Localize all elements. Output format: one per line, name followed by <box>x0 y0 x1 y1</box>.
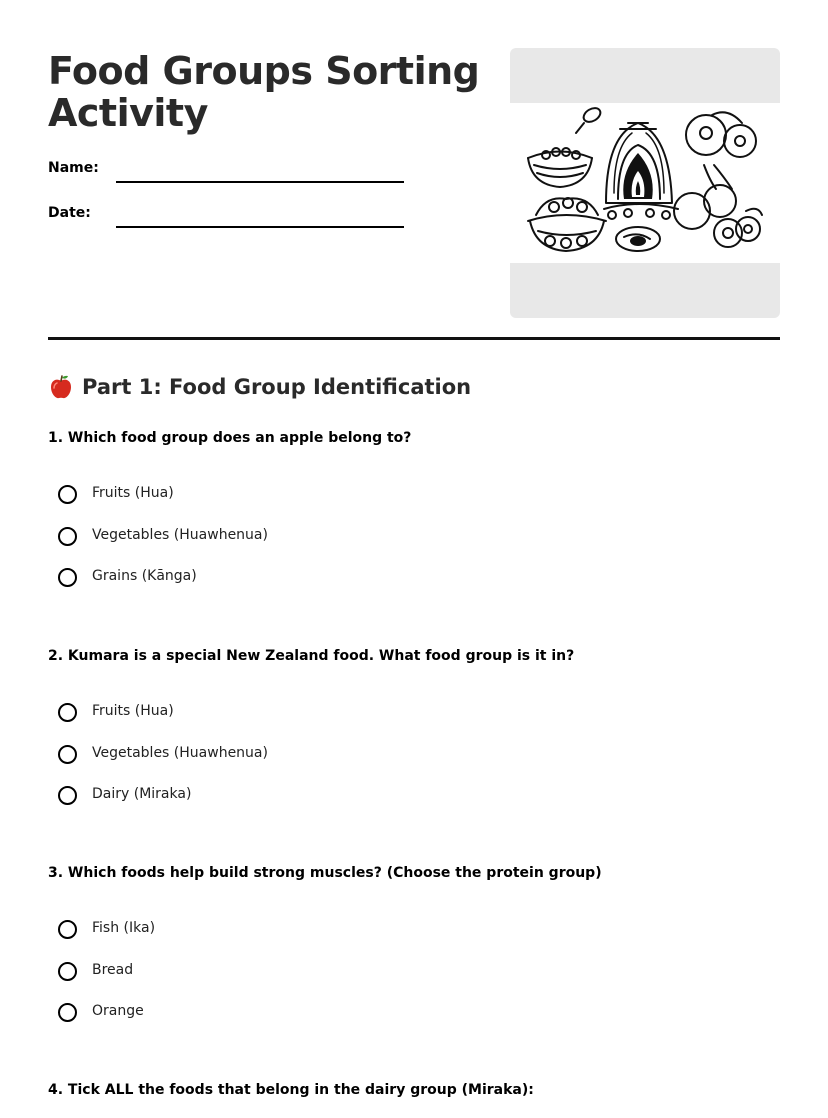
option-label: Vegetables (Huawhenua) <box>92 744 268 761</box>
date-label: Date: <box>48 205 91 221</box>
question-1-options <box>58 483 268 608</box>
question-4-text: 4. Tick ALL the foods that belong in the dairy group (Miraka): <box>48 1082 534 1098</box>
radio-button[interactable] <box>58 786 77 805</box>
header-divider <box>48 337 780 340</box>
option-label: Vegetables (Huawhenua) <box>92 526 268 543</box>
name-label: Name: <box>48 160 99 176</box>
radio-button[interactable] <box>58 568 77 587</box>
food-illustration <box>510 103 780 263</box>
part1-heading-text: Part 1: Food Group Identification <box>82 375 472 399</box>
worksheet-page <box>48 0 780 1118</box>
option[interactable] <box>58 525 268 567</box>
date-write-line[interactable] <box>116 226 404 228</box>
option[interactable] <box>58 918 155 960</box>
question-3-options <box>58 918 155 1043</box>
radio-button[interactable] <box>58 527 77 546</box>
option[interactable] <box>58 960 155 1002</box>
part1-heading <box>48 374 471 400</box>
radio-button[interactable] <box>58 703 77 722</box>
question-2 <box>48 647 780 802</box>
question-3-text: 3. Which foods help build strong muscles? (Choose the protein group) <box>48 865 602 881</box>
name-write-line[interactable] <box>116 181 404 183</box>
radio-button[interactable] <box>58 962 77 981</box>
question-1 <box>48 429 780 584</box>
option[interactable] <box>58 701 268 743</box>
option-label: Grains (Kānga) <box>92 568 197 584</box>
worksheet-title: Food Groups Sorting Activity <box>48 49 480 135</box>
option[interactable] <box>58 784 268 826</box>
question-2-text: 2. Kumara is a special New Zealand food. What food group is it in? <box>48 648 575 664</box>
option-label: Fruits (Hua) <box>92 703 174 719</box>
food-illustration-frame <box>510 48 780 318</box>
radio-button[interactable] <box>58 485 77 504</box>
worksheet-header <box>48 0 780 338</box>
option-label: Dairy (Miraka) <box>92 786 192 802</box>
hangi-food-illustration-icon <box>510 103 780 263</box>
radio-button[interactable] <box>58 1003 77 1022</box>
option[interactable] <box>58 743 268 785</box>
option[interactable] <box>58 1001 155 1043</box>
option-label: Fish (Ika) <box>92 920 156 936</box>
option-label: Fruits (Hua) <box>92 485 174 501</box>
option[interactable] <box>58 483 268 525</box>
option[interactable] <box>58 566 268 608</box>
radio-button[interactable] <box>58 920 77 939</box>
red-apple-icon <box>48 374 74 400</box>
radio-button[interactable] <box>58 745 77 764</box>
question-4 <box>48 1081 780 1099</box>
option-label: Orange <box>92 1003 144 1019</box>
question-2-options <box>58 701 268 826</box>
question-1-text: 1. Which food group does an apple belong to? <box>48 430 412 446</box>
option-label: Bread <box>92 961 134 978</box>
question-3 <box>48 864 780 1019</box>
